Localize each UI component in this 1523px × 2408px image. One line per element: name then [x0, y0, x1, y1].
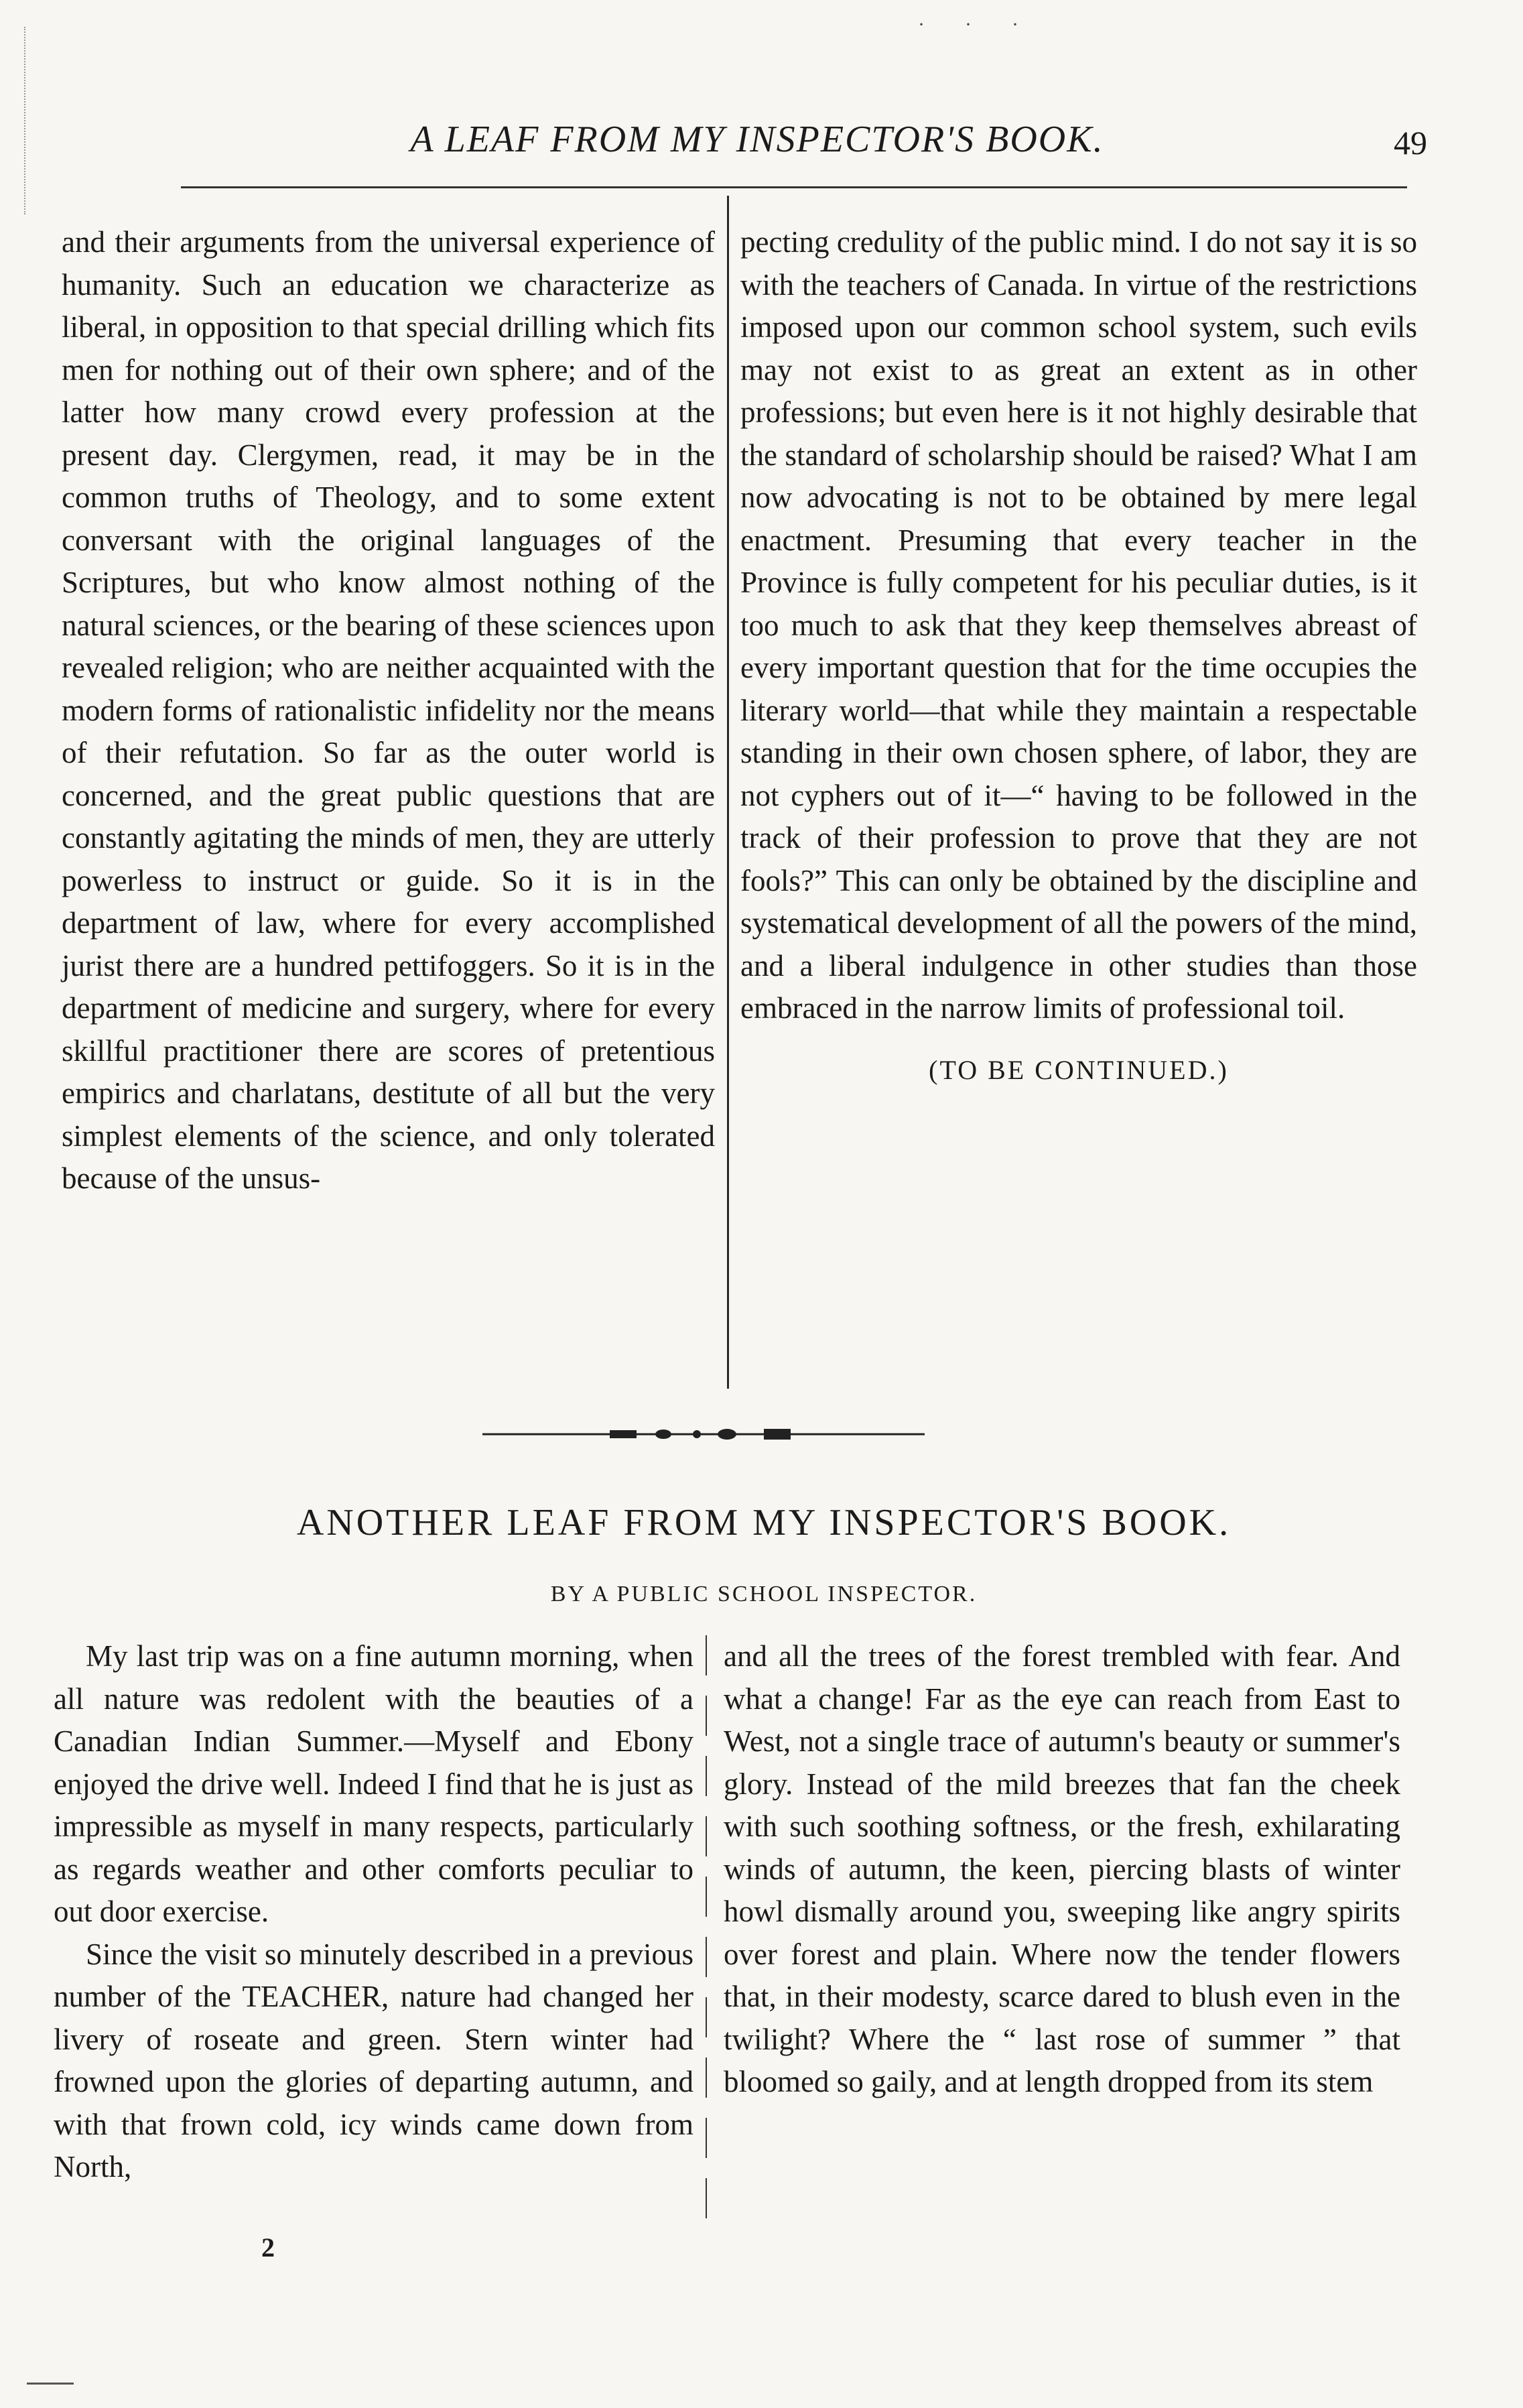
paragraph: and all the trees of the forest trembled with fear. And what a change! Far as the eye can reach from East to West, not a single trace of autumn's beauty or summer's glory. Instead of the mild breezes that fan the cheek with such soothing softness, or the fresh, exhilarating winds of autumn, the keen, piercing blasts of winter howl dismally around you, sweeping like angry spirits over forest and plain. Where now the tender flowers that, in their modesty, scarce dared to blush even in the twilight? Where the “ last rose of summer ” that bloomed so gaily, and at length dropped from its stem [724, 1639, 1400, 2098]
ornament-divider [482, 1421, 925, 1448]
paragraph: Since the visit so minutely described in a previous number of the TEACHER, nature had changed her livery of roseate and green. Stern winter had frowned upon the glories of departing autumn, and with that frown cold, icy winds came down from North, [54, 1937, 693, 2183]
column-divider [727, 196, 729, 1389]
byline: BY A PUBLIC SCHOOL INSPECTOR. [550, 1582, 978, 1606]
column-divider [706, 1635, 707, 2225]
paragraph: pecting credulity of the public mind. I do not say it is so with the teachers of Canada. In virtue of the restrictions imposed upon our common school system, such evils may not exist to as great an extent as in other professions; but even here is it not highly desirable that the standard of scholarship should be raised? What I am now advocating is not to be obtained by mere legal enactment. Presuming that every teacher in the Province is fully competent for his peculiar duties, is it too much to ask that they keep themselves abreast of every important question that for the time occupies the literary world—that while they maintain a respectable standing in their own chosen sphere, of labor, they are not cyphers out of it—“ having to be followed in the track of their profession to prove that they are not fools?” This can only be obtained by the discipline and systematical development of all the powers of the mind, and a liberal indulgence in other studies than those embraced in the narrow limits of professional toil. [740, 225, 1417, 1025]
second-article-left-column [54, 1635, 693, 2189]
scan-specks: ··· [918, 13, 1059, 36]
header-rule [181, 186, 1407, 188]
second-article-right-column [724, 1635, 1400, 2104]
signature-mark: 2 [261, 2232, 275, 2263]
to-be-continued: (TO BE CONTINUED.) [929, 1054, 1229, 1085]
article-title: ANOTHER LEAF FROM MY INSPECTOR'S BOOK. [296, 1502, 1232, 1543]
scan-mark [27, 2383, 74, 2385]
paragraph: My last trip was on a fine autumn morning, when all nature was redolent with the beauties of a Canadian Indian Summer.—Myself and Ebony enjoyed the drive well. Indeed I find that he is just as impressible as myself in many respects, particularly as regards weather and other comforts peculiar to out door exercise. [54, 1639, 693, 1928]
paragraph: and their arguments from the universal experience of humanity. Such an education we characterize as liberal, in opposition to that special drilling which fits men for nothing out of their own sphere; and of the latter how many crowd every profession at the present day. Clergymen, read, it may be in the common truths of Theology, and to some extent conversant with the original languages of the Scriptures, but who know almost nothing of the natural sciences, or the bearing of these sciences upon revealed religion; who are neither acquainted with the modern forms of rationalistic infidelity nor the means of their refutation. So far as the outer world is concerned, and the great public questions that are constantly agitating the minds of men, they are utterly powerless to instruct or guide. So it is in the department of law, where for every accomplished jurist there are a hundred pettifoggers. So it is in the department of medicine and surgery, where for every skillful practitioner there are scores of pretentious empirics and charlatans, destitute of all but the very simplest elements of the science, and only tolerated because of the unsus- [62, 225, 715, 1195]
running-header [181, 118, 1441, 165]
first-article-left-column [62, 221, 715, 1200]
running-title: A LEAF FROM MY INSPECTOR'S BOOK. [410, 119, 1104, 160]
page-number: 49 [1394, 124, 1427, 162]
margin-specks [24, 27, 32, 214]
first-article-right-column [740, 221, 1417, 1091]
